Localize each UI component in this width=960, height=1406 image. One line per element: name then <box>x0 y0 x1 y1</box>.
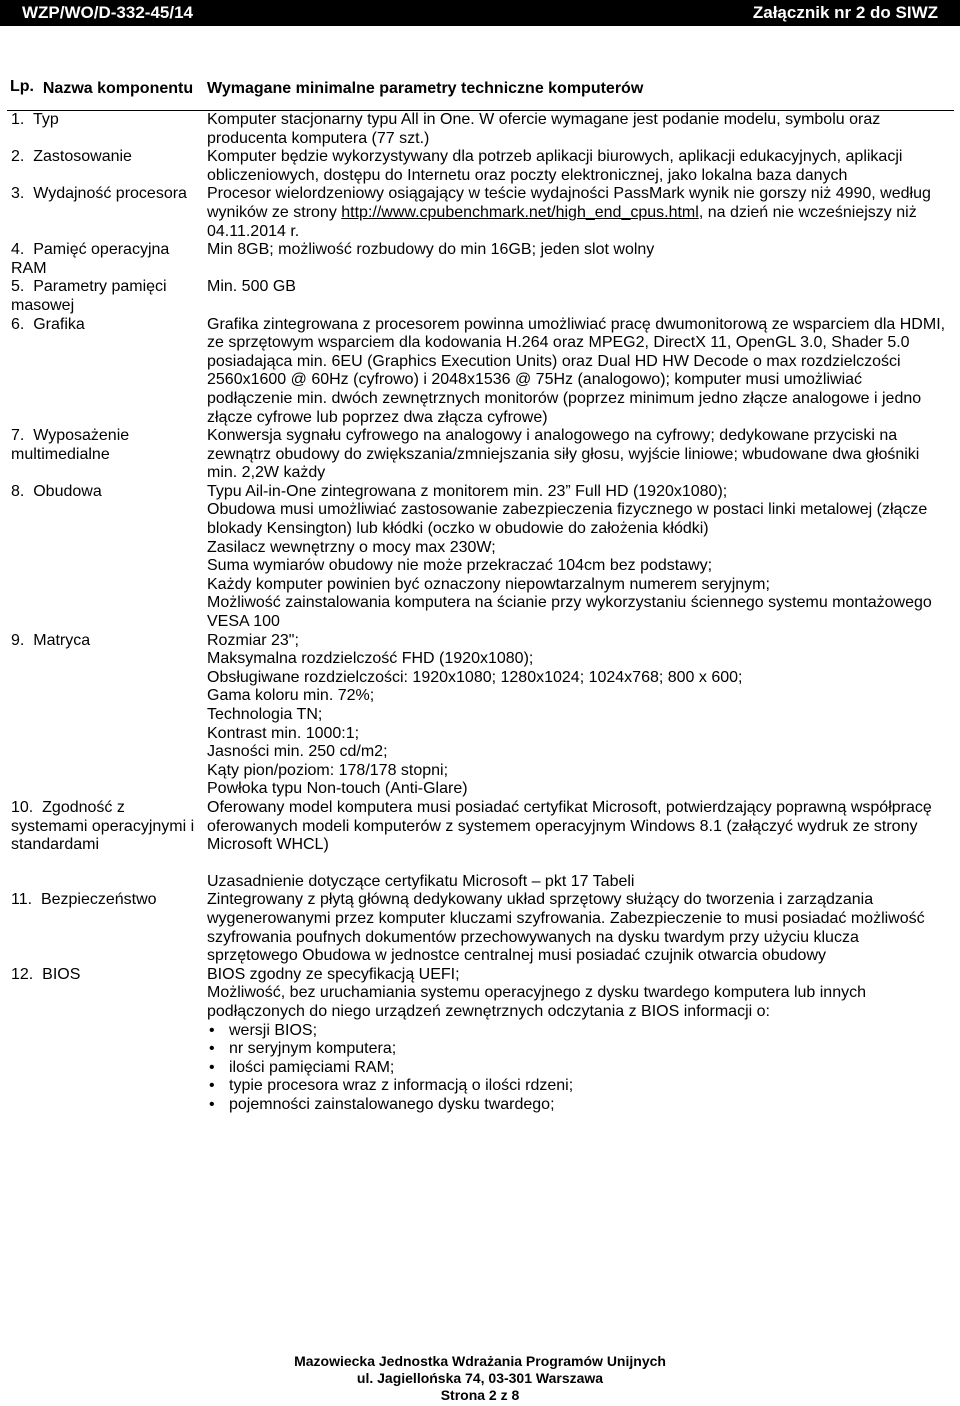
requirement-line: Kąty pion/poziom: 178/178 stopni; <box>207 761 449 779</box>
requirement-text: Zintegrowany z płytą główną dedykowany układ sprzętowy służący do tworzenia i zarządzania wygenerowanymi przez komputer kluczami szyfrowania. Zabezpieczenie to musi posiadać możliwość szyfrowania poufnych dokumentów przechowywanych na dysku twardym przy użyciu klucza sprzętowego Obudowa w jednostce centralnej musi posiadać czujnik otwarcia obudowy <box>207 891 925 965</box>
table-row <box>7 241 954 278</box>
component-name: BIOS <box>42 965 81 983</box>
component-name: Wydajność procesora <box>33 185 187 203</box>
component-cell <box>7 316 203 428</box>
table-row <box>7 278 954 315</box>
requirement-cell <box>203 427 954 483</box>
requirement-line: Suma wymiarów obudowy nie może przekraczać 104cm bez podstawy; <box>207 557 713 575</box>
requirement-text: Procesor wielordzeniowy osiągający w teście wydajności PassMark wynik nie gorszy niż 4990, według wyników ze strony http://www.cpubenchmark.net/high_end_cpus.html, na dzień nie wcześniejszy niż 04.11.2014 r. <box>207 185 931 240</box>
requirement-text: Min. 500 GB <box>207 278 296 296</box>
component-name: Parametry pamięci masowej <box>11 278 167 314</box>
table-row <box>7 316 954 428</box>
table-row <box>7 483 954 632</box>
specification-table <box>7 66 954 1114</box>
footer-page-number: Strona 2 z 8 <box>440 1387 520 1403</box>
requirement-line: Kontrast min. 1000:1; <box>207 724 360 742</box>
row-number: 7. <box>11 427 25 445</box>
component-name: Matryca <box>33 631 91 649</box>
component-cell <box>7 185 203 241</box>
row-number: 10. <box>11 798 34 816</box>
component-name: Pamięć operacyjna RAM <box>11 241 170 277</box>
requirement-line: Możliwość zainstalowania komputera na ścianie przy wykorzystaniu ściennego systemu montażowego VESA 100 <box>207 594 932 631</box>
requirement-cell <box>203 316 954 428</box>
list-item: • nr seryjnym komputera; <box>229 1040 950 1059</box>
component-cell <box>7 278 203 315</box>
component-cell <box>7 427 203 483</box>
component-name: Zgodność z systemami operacyjnymi i standardami <box>11 798 195 854</box>
table-row <box>7 111 954 149</box>
component-cell <box>7 241 203 278</box>
requirement-line: Jasności min. 250 cd/m2; <box>207 743 388 761</box>
table-row <box>7 799 954 891</box>
attachment-label: Załącznik nr 2 do SIWZ <box>752 3 938 22</box>
requirement-cell <box>203 891 954 965</box>
requirement-text: Komputer będzie wykorzystywany dla potrzeb aplikacji biurowych, aplikacji edukacyjnych, aplikacji obliczeniowych, dostępu do Internetu oraz poczty elektronicznej, jako lokalna baza danych <box>207 148 903 184</box>
component-name: Zastosowanie <box>33 148 132 166</box>
row-number: 11. <box>11 891 33 909</box>
requirement-line: Gama koloru min. 72%; <box>207 687 375 705</box>
requirement-cell <box>203 799 954 891</box>
footer-organization: Mazowiecka Jednostka Wdrażania Programów Unijnych <box>294 1353 666 1369</box>
requirement-cell <box>203 185 954 241</box>
document-number: WZP/WO/D-332-45/14 <box>22 3 193 22</box>
row-number: 8. <box>11 482 25 500</box>
component-name: Typ <box>32 111 59 128</box>
row-number: 3. <box>11 185 25 203</box>
requirement-cell <box>203 278 954 315</box>
row-number: 5. <box>11 278 25 296</box>
requirement-line: Obudowa musi umożliwiać zastosowanie zabezpieczenia fizycznego w postaci linki metalowej (złącze blokady Kensington) lub kłódki (oczko w obudowie do założenia kłódki) <box>207 501 928 538</box>
requirement-text: Min 8GB; możliwość rozbudowy do min 16GB; jeden slot wolny <box>207 241 655 259</box>
requirement-text: Grafika zintegrowana z procesorem powinna umożliwiać pracę dwumonitorową ze wsparciem dla HDMI, ze sprzętowym wsparciem dla kodowania H.264 oraz MPEG2, DirectX 11, OpenGL 3.0, Shader 5.0 posiadająca min. 6EU (Graphics Execution Units) oraz Dual HD HW Decode o max rozdzielczości 2560x1600 @ 60Hz (cyfrowo) i 2048x1536 @ 75Hz (analogowo); komputer musi umożliwiać podłączenie min. dwóch zewnętrznych monitorów (poprzez minimum jedno złącze analogowe i jedno złącze cyfrowe lub poprzez dwa złącza cyfrowe) <box>207 315 946 426</box>
row-number: 6. <box>11 315 25 333</box>
table-row <box>7 185 954 241</box>
row-number: 4. <box>11 241 25 259</box>
component-cell <box>7 483 203 632</box>
table-row <box>7 148 954 185</box>
component-name: Grafika <box>33 315 85 333</box>
table-header-row <box>7 66 954 111</box>
table-row <box>7 966 954 1115</box>
list-item: • typie procesora wraz z informacją o ilości rdzeni; <box>229 1077 950 1096</box>
requirement-line: Maksymalna rozdzielczość FHD (1920x1080); <box>207 650 534 668</box>
header-lp: Lp. <box>10 78 34 95</box>
table-row <box>7 632 954 799</box>
list-item: • ilości pamięciami RAM; <box>229 1059 950 1078</box>
row-number: 2. <box>11 148 25 166</box>
requirement-line: Typu Ail-in-One zintegrowana z monitorem min. 23” Full HD (1920x1080); <box>207 482 728 500</box>
component-name: Bezpieczeństwo <box>40 891 157 909</box>
component-cell <box>7 966 203 1115</box>
requirement-line: Powłoka typu Non-touch (Anti-Glare) <box>207 780 468 798</box>
requirement-cell <box>203 632 954 799</box>
component-cell <box>7 111 203 149</box>
requirement-line: Zasilacz wewnętrzny o mocy max 230W; <box>207 538 496 556</box>
requirement-cell <box>203 966 954 1115</box>
header-component-cell <box>7 66 203 111</box>
requirement-line: BIOS zgodny ze specyfikacją UEFI; <box>207 965 460 983</box>
list-item: • pojemności zainstalowanego dysku twardego; <box>229 1096 950 1115</box>
requirement-line: Obsługiwane rozdzielczości: 1920x1080; 1280x1024; 1024x768; 800 x 600; <box>207 668 743 686</box>
component-name: Wyposażenie multimedialne <box>11 427 130 463</box>
component-cell <box>7 799 203 891</box>
requirement-cell <box>203 483 954 632</box>
header-requirements: Wymagane minimalne parametry techniczne komputerów <box>203 66 954 111</box>
requirement-line: Oferowany model komputera musi posiadać certyfikat Microsoft, potwierdzający poprawną współpracę oferowanych modeli komputerów z systemem operacyjnym Windows 8.1 (załączyć wydruk ze strony Microsoft WHCL) <box>207 798 932 854</box>
component-cell <box>7 632 203 799</box>
component-cell <box>7 891 203 965</box>
list-item: • wersji BIOS; <box>229 1022 950 1041</box>
footer-address: ul. Jagiellońska 74, 03-301 Warszawa <box>356 1370 604 1386</box>
spacer <box>207 855 950 873</box>
requirement-text: Komputer stacjonarny typu All in One. W ofercie wymagane jest podanie modelu, symbolu oraz producenta komputera (77 szt.) <box>207 111 881 147</box>
table-row <box>7 427 954 483</box>
component-name: Obudowa <box>33 482 102 500</box>
requirement-line: Rozmiar 23"; <box>207 631 299 649</box>
cpubenchmark-link[interactable]: http://www.cpubenchmark.net/high_end_cpus.html <box>341 203 699 221</box>
row-number: 12. <box>11 965 34 983</box>
row-number: 1. <box>11 111 25 128</box>
row-number: 9. <box>11 631 25 649</box>
requirement-cell <box>203 241 954 278</box>
requirement-line: Każdy komputer powinien być oznaczony niepowtarzalnym numerem seryjnym; <box>207 575 770 593</box>
requirement-line: Możliwość, bez uruchamiania systemu operacyjnego z dysku twardego komputera lub innych podłączonych do niego urządzeń zewnętrznych odczytania z BIOS informacji o: <box>207 984 866 1020</box>
page-header <box>0 0 960 26</box>
requirement-cell <box>203 111 954 149</box>
component-cell <box>7 148 203 185</box>
requirement-note: Uzasadnienie dotyczące certyfikatu Microsoft – pkt 17 Tabeli <box>207 872 635 890</box>
page-footer <box>0 1353 960 1404</box>
requirement-cell <box>203 148 954 185</box>
requirement-line: Technologia TN; <box>207 706 323 723</box>
requirement-text: Konwersja sygnału cyfrowego na analogowy i analogowego na cyfrowy; dedykowane przyciski na zewnątrz obudowy do zwiększania/zmniejszania siły głosu, wyjście liniowe; wbudowane dwa głośniki min. 2,2W każdy <box>207 427 920 482</box>
header-component-name: Nazwa komponentu <box>42 79 194 97</box>
table-row <box>7 891 954 965</box>
bios-info-list <box>207 1022 950 1115</box>
